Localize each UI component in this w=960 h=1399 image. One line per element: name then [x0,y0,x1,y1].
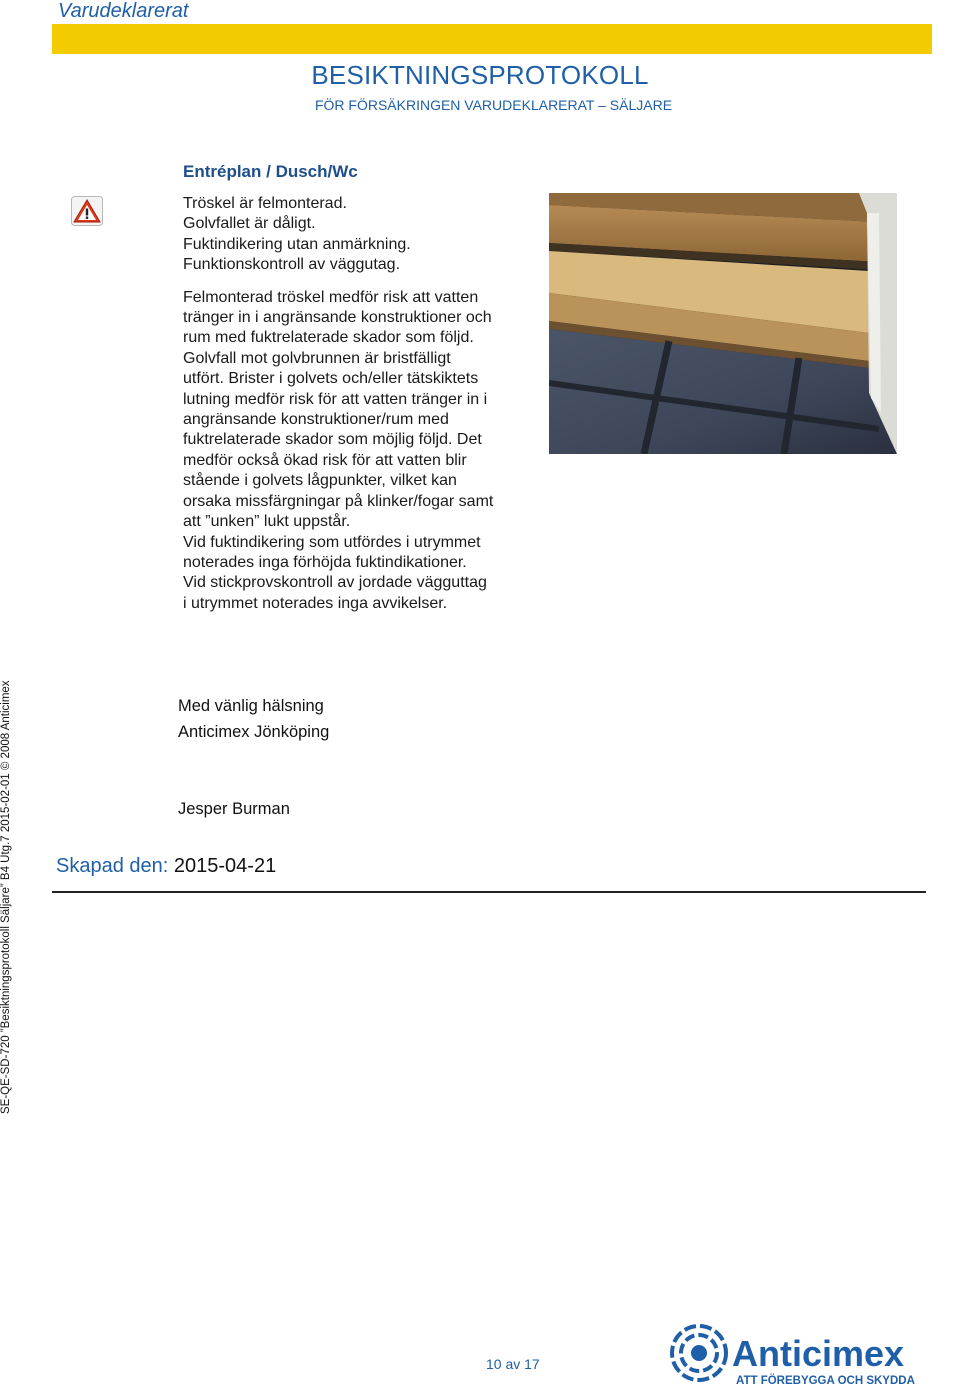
description-line: angränsande konstruktioner/rum med [183,411,449,429]
signoff-greeting: Med vänlig hälsning [178,697,324,715]
finding-line: Fuktindikering utan anmärkning. [183,235,411,253]
description-line: rum med fuktrelaterade skador som följd. [183,329,474,347]
logo-tagline: ATT FÖREBYGGA OCH SKYDDA [736,1375,915,1387]
description-line: lutning medför risk för att vatten tränger in i [183,390,488,408]
page-number: 10 av 17 [486,1356,540,1372]
description-line: i utrymmet noterades inga avvikelser. [183,594,448,612]
signoff-name: Jesper Burman [178,800,290,818]
anticimex-logo [666,1322,946,1388]
header-accent-bar [52,24,932,54]
logo-mark-icon [672,1326,726,1380]
spacer [183,276,543,288]
logo-wordmark: Anticimex [732,1333,905,1374]
description-line: noterades inga förhöjda fuktindikationer. [183,553,467,571]
threshold-floor-photo [549,193,897,454]
description-line: medför också ökad risk för att vatten blir [183,451,467,469]
signoff-company: Anticimex Jönköping [178,723,330,741]
finding-line: Golvfallet är dåligt. [183,215,316,233]
description-line: Felmonterad tröskel medför risk att vatten [183,288,479,306]
description-line: Golvfall mot golvbrunnen är bristfälligt [183,349,451,367]
description-line: Vid fuktindikering som utfördes i utrymmet [183,533,481,551]
document-reference: SE-QE-SD-720 ”Besiktningsprotokoll Säljare” B4 Utg.7 2015-02-01 © 2008 Anticimex [0,680,12,1114]
created-date [56,855,276,878]
document-title: BESIKTNINGSPROTOKOLL [311,60,649,90]
description-line: orsaka missfärgningar på klinker/fogar samt [183,492,494,510]
description-line: utfört. Brister i golvets och/eller tätskiktets [183,370,479,388]
finding-line: Funktionskontroll av väggutag. [183,256,401,274]
created-label: Skapad den: [56,855,169,877]
description-line: tränger in i angränsande konstruktioner och [183,309,492,327]
created-value: 2015-04-21 [173,855,277,877]
section-heading: Entréplan / Dusch/Wc [183,162,358,181]
description-line: fuktrelaterade skador som möjlig följd. Det [183,431,482,449]
finding-line: Tröskel är felmonterad. [183,195,347,212]
document-subtitle: FÖR FÖRSÄKRINGEN VARUDEKLARERAT – SÄLJARE [314,97,673,113]
header-label: Varudeklarerat [58,0,189,22]
description-line: stående i golvets lågpunkter, vilket kan [183,472,457,490]
description-line: att ”unken” lukt uppstår. [183,513,351,531]
warning-icon [71,196,103,226]
description-line: Vid stickprovskontroll av jordade vägguttag [183,574,487,592]
divider [52,891,926,893]
section-body [183,194,543,614]
